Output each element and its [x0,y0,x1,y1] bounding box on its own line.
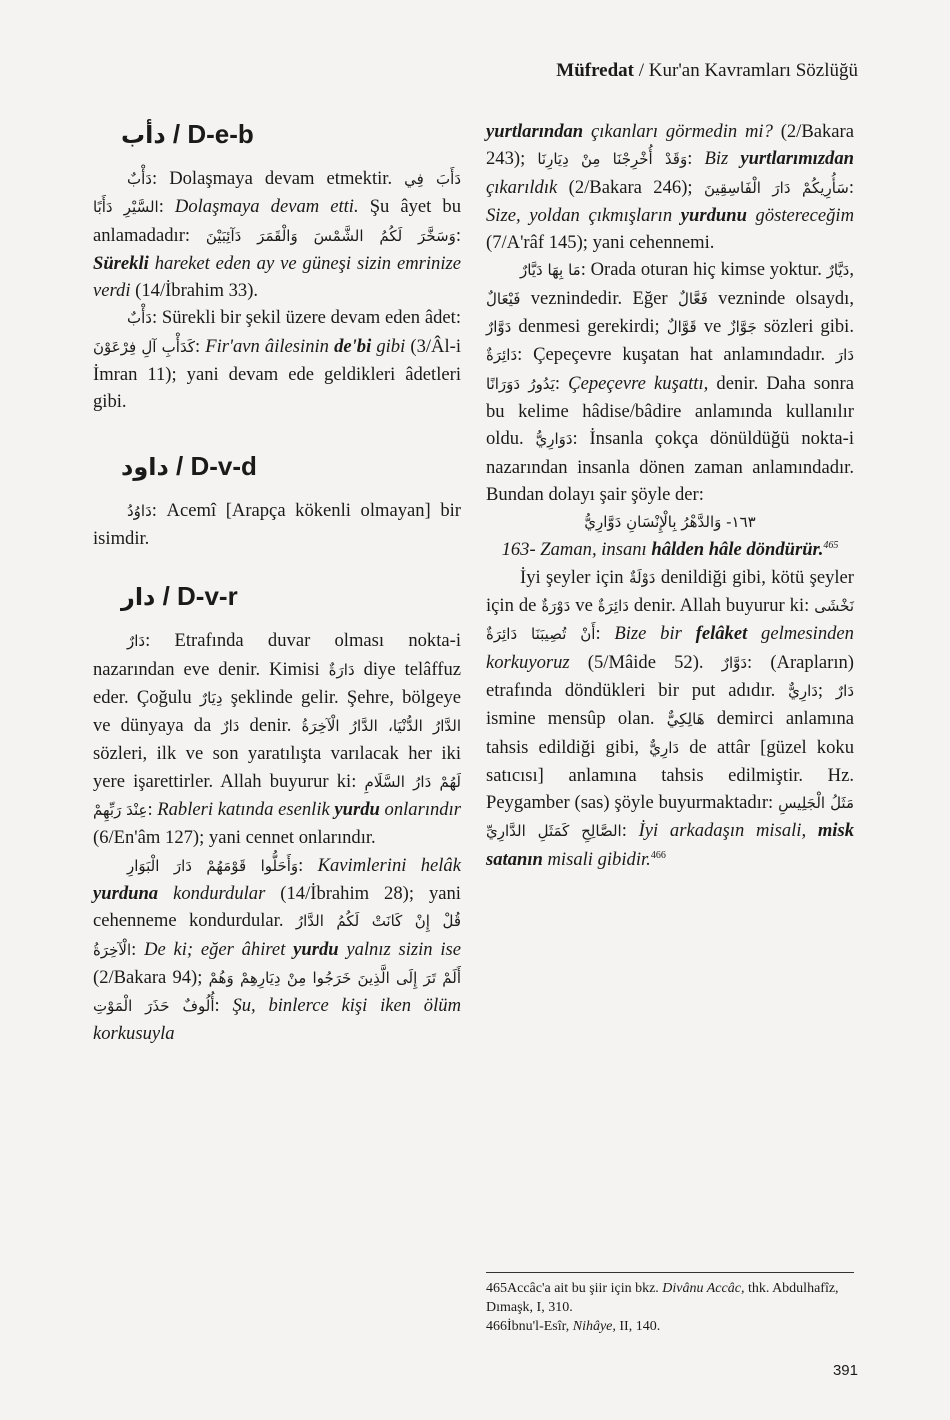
heading-latin: / D-v-d [168,450,257,481]
arabic-term: دَيَّارٌ [826,261,850,280]
italic-translation: De ki; eğer âhiret [144,938,294,960]
italic-translation: Şu, binlerce kişi iken ölüm korkusuyla [93,995,461,1045]
italic-translation: kondurdular [158,882,266,904]
text: (5/Mâide 52). [569,651,722,673]
footnote-text: thk. Abdulhafîz, Dımaşk, I, 310. [486,1281,839,1315]
left-column [93,118,461,1048]
text: (2/Bakara 246); [557,176,704,198]
arabic-term: دَارِيٌّ [788,681,818,700]
arabic-verse: كَدَأْبِ آلِ فِرْعَوْنَ [93,337,195,356]
paragraph-dvr-3 [486,118,854,256]
text: : Orada oturan hiç kimse yoktur. [580,259,827,281]
text: : [131,938,145,960]
running-header [556,60,858,82]
text: : [595,623,615,645]
arabic-term: دَأْبٌ [127,170,152,188]
text: (14/İbrahim 33). [130,280,259,302]
arabic-verse: وَقَدْ أُخْرِجْنَا مِنْ دِيَارِنَا [537,150,688,169]
arabic-term: دَوَّارٌ [721,653,748,672]
italic-translation: çıkanları görmedin mi? [583,121,773,142]
paragraph-dvr-5 [486,564,854,873]
arabic-term: دَارٌ [127,632,146,651]
text: (3/Âl-i İmran 11); yani devam ede geldikleri âdetleri gibi. [93,335,461,413]
italic-translation: Size, yoldan çıkmışların [486,204,681,226]
text: : [621,820,639,842]
text: : Sürekli bir şekil üzere devam eden âdet: [151,307,461,329]
footnotes [486,1272,854,1336]
text: ; [817,679,836,701]
text: denir. Daha sonra bu kelime hâdise/bâdire anlamında kullanılır oldu. [486,372,855,450]
bold-italic-term: yurdunu [680,204,747,226]
arabic-verse: نَخْشَى أَنْ تُصِيبَنَا دَائِرَةٌ [486,597,854,644]
text: (2/Bakara 243); [486,121,854,170]
text: : (Arapların) etrafında döndükleri bir put adıdır. [486,651,854,701]
text: sözleri gibi. [756,316,854,338]
text: vezninde olsaydı, [707,287,854,309]
italic-translation: Rableri katında esenlik [157,799,335,821]
text: de attâr [güzel koku satıcısı] anlamına tahsis edilmiştir. Hz. Peygamber (sas) şöyle buyurmaktadır: [486,736,854,814]
arabic-verse: سَأُرِيكُمْ دَارَ الْفَاسِقِينَ [703,178,849,197]
text: veznindedir. Eğer [520,287,678,309]
text: : Dolaşmaya devam etmektir. [151,168,405,189]
italic-translation: gelmesinden korkuyoruz [486,623,854,673]
text: (6/En'âm 127); yani cennet onlarındır. [93,827,376,849]
arabic-term: دِيَارٌ [199,688,223,707]
text: : [848,176,855,198]
italic-translation: yalnız sizin ise [338,938,461,960]
arabic-term: فَعَّالٌ [677,289,708,308]
text: Şu âyet bu anlamadadır: [93,196,461,246]
bold-italic-term: yurdu [334,799,380,821]
arabic-verse: وَأَحَلُّوا قَوْمَهُمْ دَارَ الْبَوَارِ [127,856,299,875]
header-title-rest: / Kur'an Kavramları Sözlüğü [634,60,858,81]
poem-translation-text: 163- Zaman, insanı [501,539,652,561]
right-column [486,118,854,873]
arabic-term: قَوَّالٌ [666,318,697,337]
text: : [147,799,158,821]
heading-arabic: دأب [121,121,166,149]
footnote-text: 465Accâc'a ait bu şiir için bkz. [486,1281,663,1296]
text: diye telâffuz eder. Çoğulu [93,658,461,708]
entry-heading-dvr [121,580,461,613]
arabic-verse: وَسَخَّرَ لَكُمُ الشَّمْسَ وَالْقَمَرَ دَآئِبَيْنَ [205,226,456,245]
poem-translation [486,536,854,563]
text: : Acemî [Arapça kökenli olmayan] bir isimdir. [93,499,461,549]
arabic-term: دَارِيٌّ [649,738,680,757]
arabic-term: دَوْلَةٌ [628,568,656,587]
text: (2/Bakara 94); [93,966,209,988]
footnote-465 [486,1279,854,1317]
footnote-ref-466[interactable]: 466 [650,849,666,861]
poem-arabic [486,508,854,536]
text: : [687,148,705,170]
text: denildiği gibi, kötü şeyler için de [486,566,854,617]
page-number: 391 [832,1362,858,1379]
italic-translation: Fir'avn âilesinin [205,335,335,357]
italic-translation: hareket eden ay ve güneşi sizin emrinize verdi [93,252,461,302]
text: ve [570,595,598,617]
footnote-466 [486,1317,854,1336]
text: : [214,995,233,1017]
poem-arabic-text: ١٦٣- وَالدَّهْرُ بِالْإِنْسَانِ دَوَّارِيُّ [584,513,756,532]
footnote-ref-465[interactable]: 465 [823,540,839,552]
bold-italic-term: de'bi [334,335,372,357]
paragraph-deb-1 [93,165,461,304]
italic-translation: onlarındır [379,799,461,821]
heading-arabic: دار [121,583,156,612]
entry-heading-deb [121,118,461,151]
text: İyi şeyler için [520,566,629,588]
footnote-source-title: Nihâye, [572,1319,616,1334]
text: ismine mensûp olan. [486,708,667,730]
bold-italic-term: Sürekli [93,252,149,274]
text: şeklinde gelir. Şehre, bölgeye ve dünyaya da [93,686,461,737]
arabic-verse: لَهُمْ دَارُ السَّلَامِ عِنْدَ رَبِّهِمْ [93,772,461,820]
arabic-hadith: مَثَلُ الْجَلِيسِ الصَّالِحِ كَمَثَلِ الدَّارِيِّ [486,794,854,841]
italic-translation: göstereceğim [746,204,854,226]
text: demirci anlamına tahsis edildiği gibi, [486,708,854,758]
paragraph-dvr-1 [93,627,461,851]
arabic-term: مَا بِهَا دَيَّارٌ [520,261,581,280]
heading-latin: / D-v-r [155,581,238,612]
arabic-term: دَأْبٌ [127,309,152,328]
arabic-term: دَوَّارٌ [486,318,512,337]
text: , [849,259,855,281]
text: (14/İbrahim 28); yani cehenneme kondurdular. [93,882,461,932]
arabic-term: فَيْعَالٌ [486,289,521,308]
arabic-term: دَائِرَةٌ [486,346,518,365]
footnote-text: 466İbnu'l-Esîr, [486,1319,573,1334]
italic-translation: gibi [371,335,406,357]
arabic-term: دَارٌ [221,717,240,736]
bold-italic-term: misk satanın [486,820,854,870]
text: : [158,196,175,218]
text: denir. Allah buyurur ki: [628,595,815,617]
text: sözleri, ilk ve son yaratılışta varılacak her iki yere işarettirler. Allah buyurur ki: [93,743,461,792]
text: denmesi gerekirdi; [511,316,667,338]
bold-italic-term: yurdu [293,938,339,960]
bold-italic-term: yurduna [93,882,159,904]
text: : Çepeçevre kuşatan hat anlamındadır. [517,344,836,366]
paragraph-dvr-4 [486,256,854,508]
footnote-source-title: Divânu Accâc, [662,1281,745,1296]
text: : [455,224,462,246]
italic-translation: Biz [704,148,741,170]
arabic-term: جَوَّازٌ [728,318,757,337]
arabic-term: دَارٌ [835,681,854,700]
header-title-bold: Müfredat [556,60,635,81]
paragraph-deb-2 [93,304,461,415]
italic-translation: Kavimlerini helâk [317,854,461,876]
paragraph-dvd-1 [93,497,461,553]
text: : [298,854,318,876]
arabic-term: الدَّارُ الدُّنْيَا، الدَّارُ الْآخِرَةُ [301,717,461,736]
entry-heading-dvd [121,450,461,483]
paragraph-dvr-2 [93,852,461,1048]
heading-arabic: داود [121,452,169,481]
arabic-term: دَائِرَةٌ [597,597,629,616]
text: (7/A'râf 145); yani cehennemi. [486,232,715,254]
arabic-term: دَارَةٌ [328,660,355,679]
text: ve [696,316,729,338]
arabic-term: دَارَ يَدُورُ دَوَرَانًا [486,346,854,393]
arabic-term: دَأَبَ فِي السَّيْرِ دَأَبًا [93,170,461,217]
bold-italic-term: felâket [695,623,748,645]
text: : İnsanla çokça dönüldüğü nokta-i nazarından insanla dönen zaman anlamındadır. Bundan dolayı şair şöyle der: [486,428,854,505]
text: : [194,335,206,357]
bold-italic-term: yurtlarından [486,121,584,142]
italic-translation: misali gibidir. [542,848,651,870]
italic-translation: Çepeçevre kuşattı, [568,372,709,394]
heading-latin: / D-e-b [165,119,254,149]
text: denir. [239,715,302,737]
italic-translation: Dolaşmaya devam etti. [174,196,359,218]
italic-translation: İyi arkadaşın misali, [638,820,818,842]
arabic-term: دَوْرَةٌ [541,597,571,616]
italic-translation: çıkarıldık [486,176,558,198]
poem-translation-bold: hâlden hâle döndürür. [651,539,824,561]
arabic-term: دَاوُدُ [127,501,152,520]
bold-italic-term: yurtlarımızdan [740,148,854,170]
italic-translation: Bize bir [614,623,696,645]
arabic-verse: قُلْ إِنْ كَانَتْ لَكُمُ الدَّارُ الْآخِرَةُ [93,912,461,959]
arabic-verse: أَلَمْ تَرَ إِلَى الَّذِينَ خَرَجُوا مِنْ دِيَارِهِمْ وَهُمْ أُلُوفٌ حَذَرَ الْمَوْتِ [93,968,461,1016]
text: : Etrafında duvar olması nokta-i nazarından eve denir. Kimisi [93,630,461,680]
arabic-term: دَوَارِيُّ [535,430,573,449]
text: : [554,372,569,394]
arabic-term: هَالِكِيٌّ [666,710,705,729]
footnote-text: II, 140. [615,1319,661,1334]
